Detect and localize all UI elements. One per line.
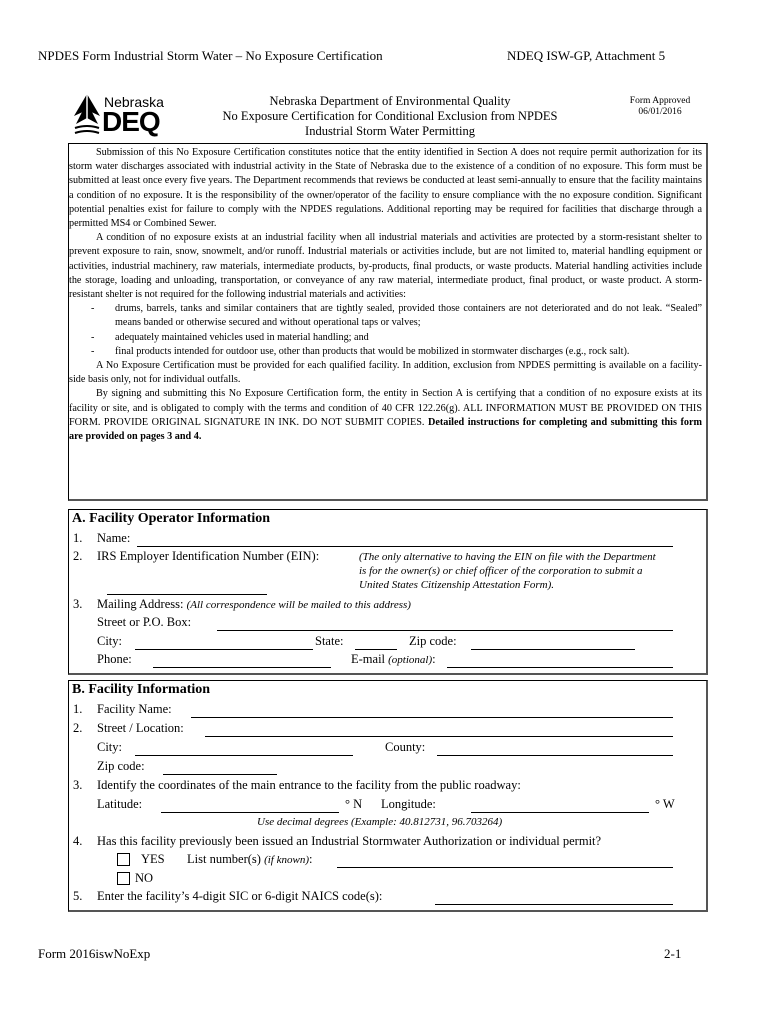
item-number: 4. [73,834,83,848]
permit-numbers-field[interactable] [337,867,673,868]
intro-bullet-1: - drums, barrels, tanks and similar containers that are tightly sealed, provided those containers are not deteriorated and do not leak. “Sealed” means banded or otherwise secured and without operational taps or valves; [91,303,702,329]
item-number: 2. [73,549,83,563]
ein-note: (The only alternative to having the EIN on file with the Department is for the owner(s) or chief officer of the corporation to submit a United States Citizenship Attestation Form). [359,551,656,591]
title-line-3: Industrial Storm Water Permitting [305,124,475,138]
state-label: State: [315,634,344,648]
approved-date: 06/01/2016 [638,107,682,117]
instructions-note: Detailed instructions for completing and submitting this form are provided on pages 3 and 4. [69,416,702,443]
leaf-icon [72,92,102,138]
longitude-field[interactable] [471,812,649,813]
item-number: 1. [73,702,83,716]
zip-field[interactable] [471,649,635,650]
section-a-title: A. Facility Operator Information [72,511,271,526]
facility-name-label: Facility Name: [97,702,172,716]
intro-bullet-2: - adequately maintained vehicles used in material handling; and [91,331,369,343]
previous-permit-question: Has this facility previously been issued an Industrial Stormwater Authorization or individual permit? [97,834,602,848]
intro-paragraph-4: By signing and submitting this No Exposure Certification form, the entity in Section A is certifying that a condition of no exposure exists at its facility or site, and is obligated to comply with the terms and condition of 40 CFR 122.26(g). ALL INFORMATION MUST BE PROVIDED ON THIS FORM. PROVIDE ORIGINAL SIGNATURE IN INK. DO NOT SUBMIT COPIES. Detailed instructions for completing and submitting this form are provided on pages 3 and 4. [69,388,702,443]
sic-naics-label: Enter the facility’s 4-digit SIC or 6-digit NAICS code(s): [97,889,383,903]
form-title [180,94,600,139]
approved-label: Form Approved [629,96,691,106]
operator-name-field[interactable] [137,546,673,547]
county-label: County: [385,740,426,754]
facility-city-field[interactable] [135,755,353,756]
item-number: 2. [73,721,83,735]
street-label: Street or P.O. Box: [97,615,192,629]
list-numbers-label: List number(s) (if known): [187,852,313,866]
logo-text-nebraska: Nebraska [104,94,164,110]
form-approved [610,96,710,118]
ndeq-logo [72,92,172,138]
coordinates-note: Use decimal degrees (Example: 40.812731, 96.703264) [257,816,503,828]
intro-text-box [68,143,708,501]
item-number: 1. [73,531,83,545]
header-attachment: NDEQ ISW-GP, Attachment 5 [507,48,666,63]
intro-paragraph-3: A No Exposure Certification must be provided for each qualified facility. In addition, exclusion from NPDES permitting is available on a facility-side basis only, not for individual outfalls. [69,360,702,386]
operator-name-label: Name: [97,531,131,545]
email-field[interactable] [447,667,673,668]
latitude-field[interactable] [161,812,339,813]
west-label: ° W [655,797,675,811]
email-label: E-mail (optional): [351,652,436,666]
phone-label: Phone: [97,652,132,666]
facility-zip-label: Zip code: [97,759,145,773]
city-label: City: [97,634,123,648]
latitude-label: Latitude: [97,797,143,811]
section-b-box [68,680,708,912]
ein-field[interactable] [107,594,267,595]
section-a-box [68,509,708,675]
zip-label: Zip code: [409,634,457,648]
intro-paragraph-2: A condition of no exposure exists at an industrial facility when all industrial materials and activities are protected by a storm-resistant shelter to prevent exposure to rain, snow, snowmelt, and/or runoff. Industrial materials or activities include, but are not limited to, material handling equipment or activities, industrial machinery, raw materials, intermediate products, by-products, final products, or waste products. Material handling activities include the storage, loading and unloading, transportation, or conveyance of any raw material, intermediate product, final product, or waste product. A storm-resistant shelter is not required for the following industrial materials and activities: [69,232,702,301]
footer-form-id: Form 2016iswNoExp [38,946,151,961]
mailing-address-label: Mailing Address: (All correspondence will be mailed to this address) [97,597,411,611]
location-field[interactable] [205,736,673,737]
phone-field[interactable] [153,667,331,668]
intro-bullet-3: - final products intended for outdoor use, other than products that would be mobilized in stormwater discharges (e.g., rock salt). [91,345,630,357]
longitude-label: Longitude: [381,797,436,811]
facility-city-label: City: [97,740,123,754]
street-field[interactable] [217,630,673,631]
city-field[interactable] [135,649,313,650]
location-label: Street / Location: [97,721,184,735]
facility-zip-field[interactable] [163,774,277,775]
facility-name-field[interactable] [191,717,673,718]
north-label: ° N [345,797,363,811]
intro-paragraph-1: Submission of this No Exposure Certification constitutes notice that the entity identified in Section A does not require permit authorization for its storm water discharges associated with industrial activity in the State of Nebraska due to the existence of a condition of no exposure. This form must be submitted at least once every five years. The Department recommends that reviews be conducted at least semi-annually to ensure that the facility maintains a condition of no exposure. It is the responsibility of the owner/operator of the facility to ensure compliance with the no exposure condition. Significant potential penalties exist for failure to comply with the NPDES regulations. Additional reporting may be required for facilities that discharge through a permitted MS4 or Combined Sewer. [69,147,702,230]
sic-naics-field[interactable] [435,904,673,905]
section-b-title: B. Facility Information [72,682,211,697]
item-number: 3. [73,597,83,611]
yes-checkbox[interactable] [117,853,130,866]
county-field[interactable] [437,755,673,756]
item-number: 3. [73,778,83,792]
no-label: NO [135,871,154,885]
yes-label: YES [141,852,165,866]
coordinates-label: Identify the coordinates of the main entrance to the facility from the public roadway: [97,778,521,792]
header-form-name: NPDES Form Industrial Storm Water – No Exposure Certification [38,48,383,63]
title-line-2: No Exposure Certification for Conditional Exclusion from NPDES [222,109,558,123]
state-field[interactable] [355,649,397,650]
title-line-1: Nebraska Department of Environmental Quality [269,94,511,108]
item-number: 5. [73,889,83,903]
no-checkbox[interactable] [117,872,130,885]
ein-label: IRS Employer Identification Number (EIN): [97,549,320,563]
page-number: 2-1 [664,946,682,961]
logo-text-deq: DEQ [102,106,160,137]
